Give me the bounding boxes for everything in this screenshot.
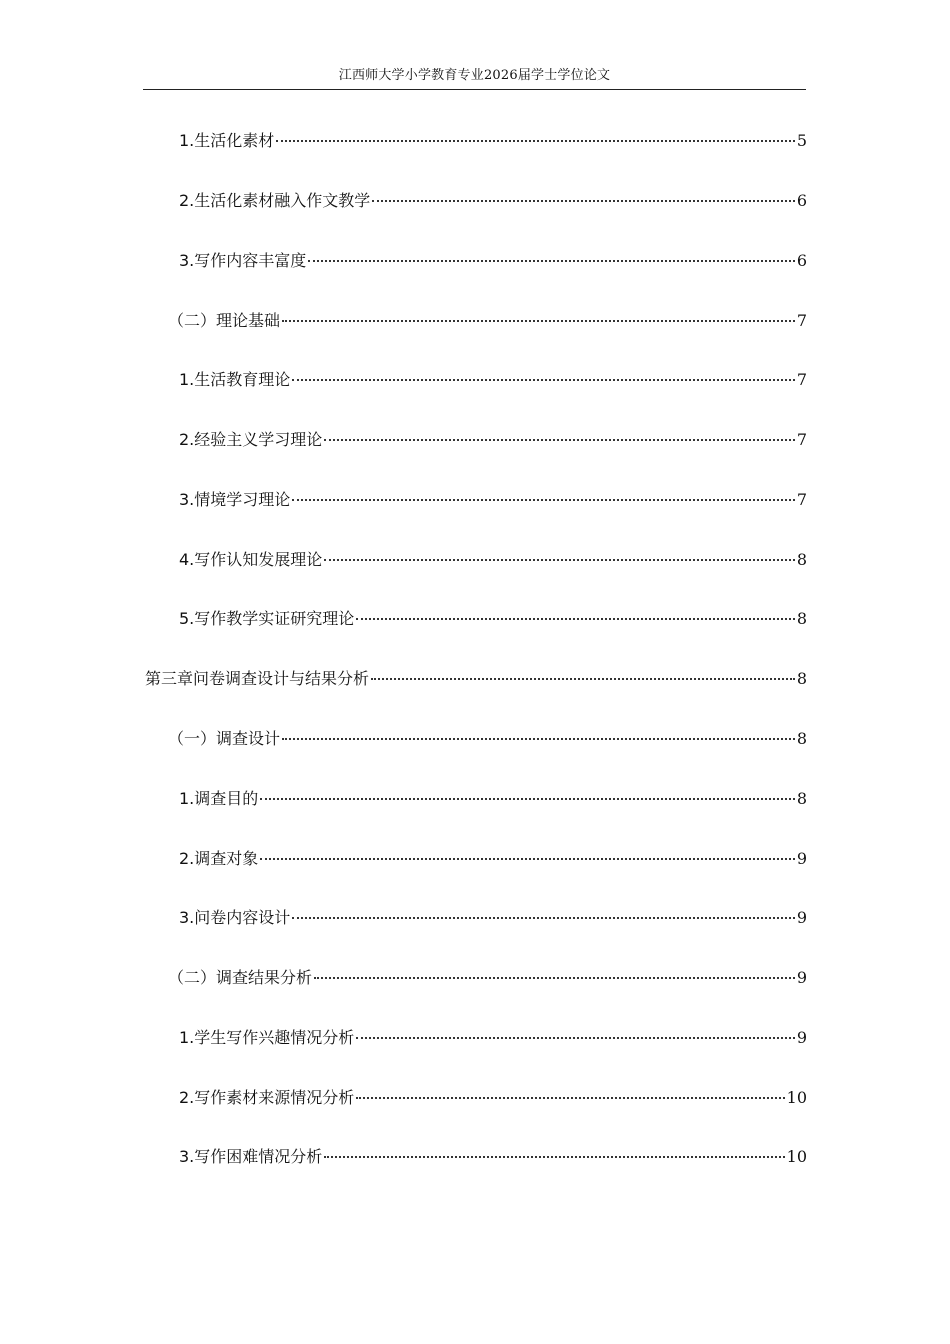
toc-entry-page: 9 — [796, 849, 807, 868]
toc-entry-title: 1.生活教育理论 — [179, 370, 291, 389]
page-header: 江西师大学小学教育专业2026届学士学位论文 — [143, 66, 806, 90]
toc-dot-leader — [314, 977, 795, 979]
toc-dot-leader — [292, 499, 795, 501]
toc-entry-page: 8 — [796, 669, 807, 688]
toc-entry-page: 6 — [796, 251, 807, 270]
toc-entry[interactable] — [179, 1086, 807, 1110]
toc-entry-title: （二）理论基础 — [168, 311, 281, 330]
toc-entry-page: 9 — [796, 1028, 807, 1047]
toc-dot-leader — [276, 140, 795, 142]
toc-entry-title: 2.生活化素材融入作文教学 — [179, 191, 371, 210]
toc-dot-leader — [282, 320, 795, 322]
toc-entry[interactable] — [179, 1026, 807, 1050]
toc-entry-page: 9 — [796, 908, 807, 927]
toc-entry[interactable] — [179, 189, 807, 213]
toc-entry[interactable] — [179, 847, 807, 871]
toc-entry[interactable] — [179, 428, 807, 452]
toc-entry-page: 8 — [796, 729, 807, 748]
toc-entry[interactable] — [179, 787, 807, 811]
toc-entry[interactable] — [179, 368, 807, 392]
toc-entry[interactable] — [179, 249, 807, 273]
toc-entry-title: 2.调查对象 — [179, 849, 259, 868]
toc-dot-leader — [356, 1037, 795, 1039]
toc-entry-page: 5 — [796, 131, 807, 150]
toc-entry-page: 7 — [796, 311, 807, 330]
toc-entry[interactable] — [179, 488, 807, 512]
toc-entry-title: 1.调查目的 — [179, 789, 259, 808]
toc-entry-page: 8 — [796, 550, 807, 569]
toc-dot-leader — [324, 559, 795, 561]
toc-entry-title: （一）调查设计 — [168, 729, 281, 748]
toc-dot-leader — [324, 439, 795, 441]
toc-entry-title: 4.写作认知发展理论 — [179, 550, 323, 569]
toc-entry[interactable] — [168, 309, 807, 333]
toc-entry-page: 8 — [796, 609, 807, 628]
toc-entry-title: 3.问卷内容设计 — [179, 908, 291, 927]
toc-entry[interactable] — [179, 906, 807, 930]
toc-dot-leader — [356, 1097, 784, 1099]
toc-entry-title: 2.写作素材来源情况分析 — [179, 1088, 355, 1107]
toc-dot-leader — [292, 379, 795, 381]
toc-entry[interactable] — [179, 607, 807, 631]
toc-dot-leader — [308, 260, 795, 262]
toc-entry-title: 第三章问卷调查设计与结果分析 — [145, 669, 370, 688]
toc-entry[interactable] — [179, 129, 807, 153]
toc-dot-leader — [372, 200, 795, 202]
toc-entry-title: 1.生活化素材 — [179, 131, 275, 150]
toc-entry-page: 6 — [796, 191, 807, 210]
toc-entry-page: 7 — [796, 370, 807, 389]
toc-entry-title: 3.写作内容丰富度 — [179, 251, 307, 270]
toc-entry-title: 1.学生写作兴趣情况分析 — [179, 1028, 355, 1047]
toc-entry-title: 3.写作困难情况分析 — [179, 1147, 323, 1166]
toc-entry-title: 2.经验主义学习理论 — [179, 430, 323, 449]
toc-entry-page: 9 — [796, 968, 807, 987]
toc-dot-leader — [292, 917, 795, 919]
toc-entry[interactable] — [179, 548, 807, 572]
toc-dot-leader — [371, 678, 795, 680]
toc-entry-page: 8 — [796, 789, 807, 808]
toc-dot-leader — [282, 738, 795, 740]
toc-entry-title: 3.情境学习理论 — [179, 490, 291, 509]
toc-entry-page: 10 — [786, 1147, 807, 1166]
toc-dot-leader — [260, 858, 795, 860]
toc-entry-page: 7 — [796, 430, 807, 449]
toc-dot-leader — [260, 798, 795, 800]
toc-entry[interactable] — [168, 727, 807, 751]
toc-entry[interactable] — [179, 1145, 807, 1169]
toc-entry[interactable] — [168, 966, 807, 990]
toc-entry-page: 10 — [786, 1088, 807, 1107]
toc-entry-title: （二）调查结果分析 — [168, 968, 313, 987]
toc-entry-title: 5.写作教学实证研究理论 — [179, 609, 355, 628]
toc-entry[interactable] — [145, 667, 807, 691]
toc-dot-leader — [324, 1156, 784, 1158]
toc-dot-leader — [356, 618, 795, 620]
toc-entry-page: 7 — [796, 490, 807, 509]
